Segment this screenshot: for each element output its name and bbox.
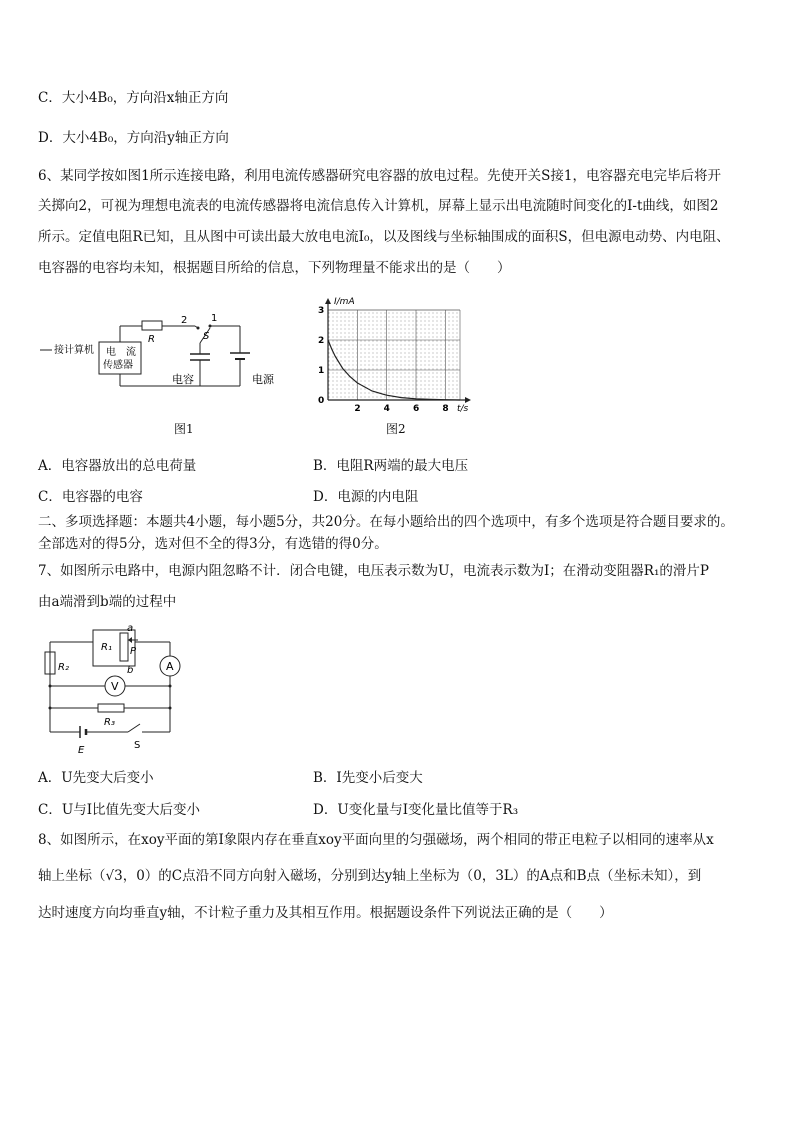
q7-option-b: B．I先变小后变大: [313, 770, 423, 786]
switch-S-blade: [128, 724, 140, 732]
figure-2-chart: [312, 296, 477, 414]
label-switch-S: S: [203, 331, 210, 342]
x-tick-label: 8: [442, 404, 449, 414]
label-b: b: [127, 665, 134, 676]
switch-contact-1: [209, 325, 212, 328]
label-voltmeter: V: [111, 680, 119, 693]
figure-1-circuit: [40, 308, 290, 408]
figure-q7-circuit: [38, 620, 188, 760]
x-axis-label: t/s: [457, 404, 469, 414]
q6-option-b: B．电阻R两端的最大电压: [313, 458, 469, 474]
q8-text-line-2: 轴上坐标（√3，0）的C点沿不同方向射入磁场，分别到达y轴上坐标为（0，3L）的A点和B点（坐标未知），到: [38, 868, 702, 884]
label-contact-2: 2: [181, 315, 188, 326]
y-axis-label: I/mA: [334, 297, 355, 307]
plot-area: [328, 310, 460, 400]
y-tick-label: 0: [318, 396, 325, 406]
y-tick-label: 1: [318, 366, 325, 376]
label-a: a: [127, 623, 134, 634]
q5-option-d: D．大小4B₀，方向沿y轴正方向: [38, 130, 229, 146]
label-P: P: [130, 646, 137, 657]
x-tick-label: 4: [383, 404, 390, 414]
q7-option-d: D．U变化量与I变化量比值等于R₃: [313, 802, 519, 818]
label-sensor-1: 电 流: [106, 347, 136, 358]
rheostat-R1: [120, 633, 128, 661]
x-axis-arrow: [465, 397, 471, 403]
label-ammeter: A: [166, 660, 174, 673]
q8-text-line-3: 达时速度方向均垂直y轴，不计粒子重力及其相互作用。根据题设条件下列说法正确的是（ ）: [38, 905, 613, 921]
resistor-R: [142, 321, 162, 330]
label-R1: R₁: [101, 642, 112, 653]
q7-text-line-2: 由a端滑到b端的过程中: [38, 594, 177, 610]
q7-option-c: C．U与I比值先变大后变小: [38, 802, 201, 818]
y-tick-label: 3: [318, 306, 325, 316]
q6-option-d: D．电源的内电阻: [313, 489, 419, 505]
r1-frame: [93, 630, 135, 666]
slider-arrow: [128, 637, 132, 643]
junction-dot: [49, 707, 52, 710]
label-E: E: [78, 745, 85, 756]
switch-contact-2: [197, 327, 200, 330]
x-tick-label: 2: [354, 404, 361, 414]
q7-option-a: A．U先变大后变小: [38, 770, 154, 786]
section-2-line-2: 全部选对的得5分，选对但不全的得3分，有选错的得0分。: [38, 536, 388, 552]
q6-option-c: C．电容器的电容: [38, 489, 143, 505]
q6-option-a: A．电容器放出的总电荷量: [38, 458, 197, 474]
figure-1-caption: 图1: [174, 422, 194, 436]
y-tick-label: 2: [318, 336, 325, 346]
figure-2-caption: 图2: [386, 422, 406, 436]
label-capacitor: 电容: [172, 373, 194, 386]
q5-option-c: C．大小4B₀，方向沿x轴正方向: [38, 90, 229, 106]
q6-text-line-3: 所示。定值电阻R已知，且从图中可读出最大放电电流I₀，以及图线与坐标轴围成的面积S，但电源电动势、内电阻、: [38, 229, 730, 245]
label-S: S: [134, 740, 141, 751]
q6-text-line-2: 关掷向2，可视为理想电流表的电流传感器将电流信息传入计算机，屏幕上显示出电流随时间变化的I-t曲线，如图2: [38, 198, 719, 214]
label-R: R: [148, 334, 155, 345]
label-R2: R₂: [58, 662, 69, 673]
label-computer: 接计算机: [54, 345, 94, 356]
label-source: 电源: [252, 373, 274, 386]
label-R3: R₃: [104, 717, 115, 728]
junction-dot: [49, 685, 52, 688]
label-sensor-2: 传感器: [103, 360, 133, 371]
junction-dot: [169, 707, 172, 710]
q7-text-line-1: 7、如图所示电路中，电源内阻忽略不计．闭合电键，电压表示数为U，电流表示数为I；在滑动变阻器R₁的滑片P: [38, 563, 709, 579]
resistor-R3: [98, 704, 124, 712]
y-axis-arrow: [325, 298, 331, 304]
x-tick-label: 6: [413, 404, 420, 414]
section-2-line-1: 二、多项选择题：本题共4小题，每小题5分，共20分。在每小题给出的四个选项中，有多个选项是符合题目要求的。: [38, 514, 734, 530]
label-contact-1: 1: [211, 313, 218, 324]
q8-text-line-1: 8、如图所示，在xoy平面的第Ⅰ象限内存在垂直xoy平面向里的匀强磁场，两个相同的带正电粒子以相同的速率从x: [38, 832, 714, 848]
q6-text-line-4: 电容器的电容均未知，根据题目所给的信息，下列物理量不能求出的是（ ）: [38, 260, 511, 276]
junction-dot: [169, 685, 172, 688]
q6-text-line-1: 6、某同学按如图1所示连接电路，利用电流传感器研究电容器的放电过程。先使开关S接1，电容器充电完毕后将开: [38, 168, 722, 184]
